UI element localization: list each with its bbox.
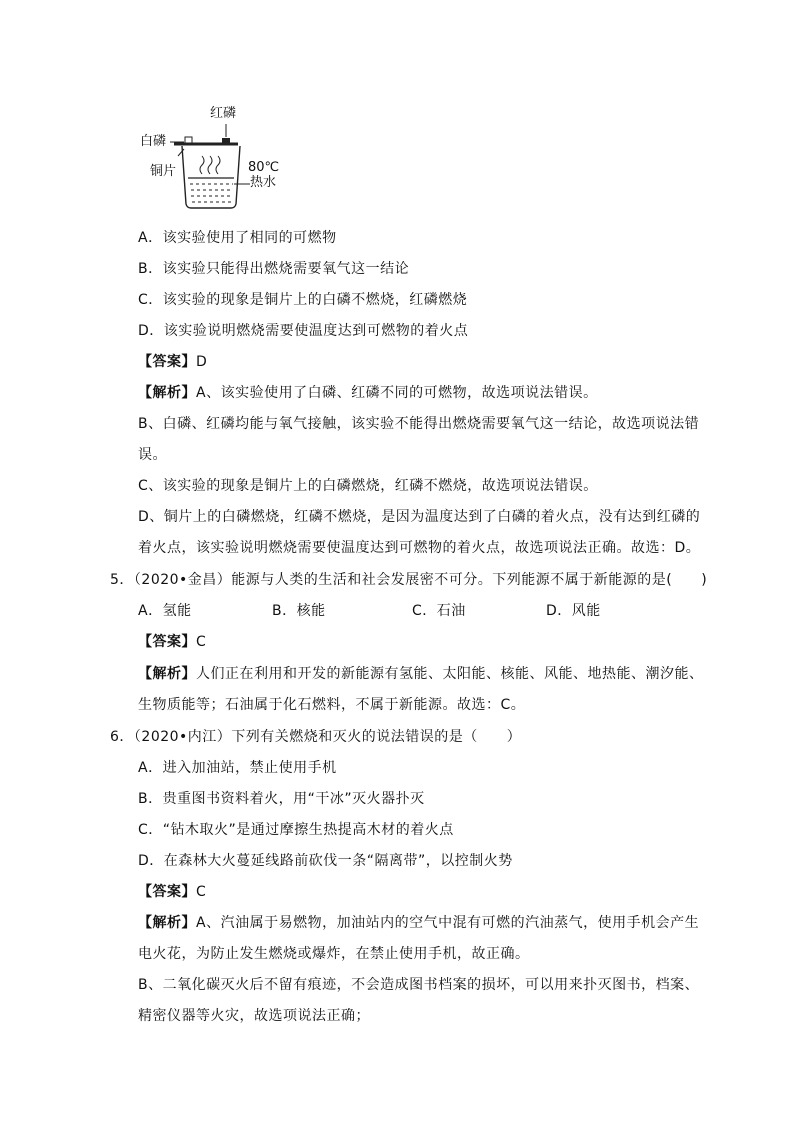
q5-option-d: D．风能 bbox=[546, 603, 601, 619]
q5-analysis-line-1 bbox=[138, 664, 704, 684]
answer-tag: 【答案】 bbox=[138, 884, 196, 900]
analysis-text: A、该实验使用了白磷、红磷不同的可燃物，故选项说法错误。 bbox=[196, 385, 598, 401]
answer-value: D bbox=[196, 354, 208, 370]
q6-analysis-line-3: B、二氧化碳灭火后不留有痕迹，不会造成图书档案的损坏，可以用来扑灭图书，档案、 bbox=[138, 977, 700, 993]
q4-option-b: B．该实验只能得出燃烧需要氧气这一结论 bbox=[138, 261, 410, 277]
analysis-tag: 【解析】 bbox=[138, 385, 196, 401]
q5-stem: 5．（2020•金昌）能源与人类的生活和社会发展密不可分。下列能源不属于新能源的是( ) bbox=[110, 572, 708, 588]
q5-option-c: C．石油 bbox=[412, 603, 466, 619]
label-hot-water: 热水 bbox=[250, 175, 277, 190]
beaker bbox=[182, 146, 240, 208]
q4-analysis-line-6: 着火点，该实验说明燃烧需要使温度达到可燃物的着火点，故选项说法正确。故选：D。 bbox=[138, 540, 701, 556]
q4-option-d: D．该实验说明燃烧需要使温度达到可燃物的着火点 bbox=[138, 323, 469, 339]
label-red-phosphorus: 红磷 bbox=[210, 106, 237, 121]
label-copper-sheet: 铜片 bbox=[150, 164, 177, 179]
q6-option-c: C．“钻木取火”是通过摩擦生热提高木材的着火点 bbox=[138, 822, 454, 838]
q6-answer bbox=[138, 882, 206, 902]
label-white-phosphorus: 白磷 bbox=[140, 134, 167, 149]
analysis-tag: 【解析】 bbox=[138, 915, 196, 931]
q5-option-a: A．氢能 bbox=[138, 603, 192, 619]
answer-value: C bbox=[196, 634, 207, 650]
q6-analysis-line-2: 电火花，为防止发生燃烧或爆炸，在禁止使用手机，故正确。 bbox=[138, 946, 530, 962]
q4-analysis-line-3: 误。 bbox=[138, 447, 167, 463]
experiment-diagram bbox=[138, 104, 318, 214]
q4-analysis-line-1 bbox=[138, 383, 598, 403]
answer-tag: 【答案】 bbox=[138, 634, 196, 650]
analysis-tag: 【解析】 bbox=[138, 666, 196, 682]
q5-options bbox=[138, 601, 601, 621]
q4-answer bbox=[138, 352, 207, 372]
q5-option-b: B．核能 bbox=[272, 603, 326, 619]
q4-analysis-line-4: C、该实验的现象是铜片上的白磷燃烧，红磷不燃烧，故选项说法错误。 bbox=[138, 478, 598, 494]
q6-option-d: D．在森林大火蔓延线路前砍伐一条“隔离带”，以控制火势 bbox=[138, 853, 513, 869]
q4-option-c: C．该实验的现象是铜片上的白磷不燃烧，红磷燃烧 bbox=[138, 292, 468, 308]
red-phosphorus bbox=[222, 138, 230, 143]
q4-analysis-line-5: D、铜片上的白磷燃烧，红磷不燃烧，是因为温度达到了白磷的着火点，没有达到红磷的 bbox=[138, 509, 701, 525]
answer-tag: 【答案】 bbox=[138, 354, 196, 370]
q5-analysis-line-2: 生物质能等；石油属于化石燃料，不属于新能源。故选：C。 bbox=[138, 697, 526, 713]
white-phosphorus bbox=[185, 137, 192, 143]
label-temperature: 80℃ bbox=[248, 160, 280, 175]
q4-option-a: A．该实验使用了相同的可燃物 bbox=[138, 230, 337, 246]
q6-option-a: A．进入加油站，禁止使用手机 bbox=[138, 760, 337, 776]
q6-option-b: B．贵重图书资料着火，用“干冰”灭火器扑灭 bbox=[138, 791, 425, 807]
q4-analysis-line-2: B、白磷、红磷均能与氧气接触，该实验不能得出燃烧需要氧气这一结论，故选项说法错 bbox=[138, 416, 700, 432]
analysis-text: 人们正在利用和开发的新能源有氢能、太阳能、核能、风能、地热能、潮汐能、 bbox=[196, 666, 704, 682]
answer-value: C bbox=[196, 884, 207, 900]
q6-analysis-line-1 bbox=[138, 913, 699, 933]
q5-answer bbox=[138, 632, 206, 652]
q6-analysis-line-4: 精密仪器等火灾，故选项说法正确； bbox=[138, 1008, 370, 1024]
q6-stem: 6．（2020•内江）下列有关燃烧和灭火的说法错误的是（ ） bbox=[110, 729, 522, 745]
analysis-text: A、汽油属于易燃物，加油站内的空气中混有可燃的汽油蒸气，使用手机会产生 bbox=[196, 915, 700, 931]
